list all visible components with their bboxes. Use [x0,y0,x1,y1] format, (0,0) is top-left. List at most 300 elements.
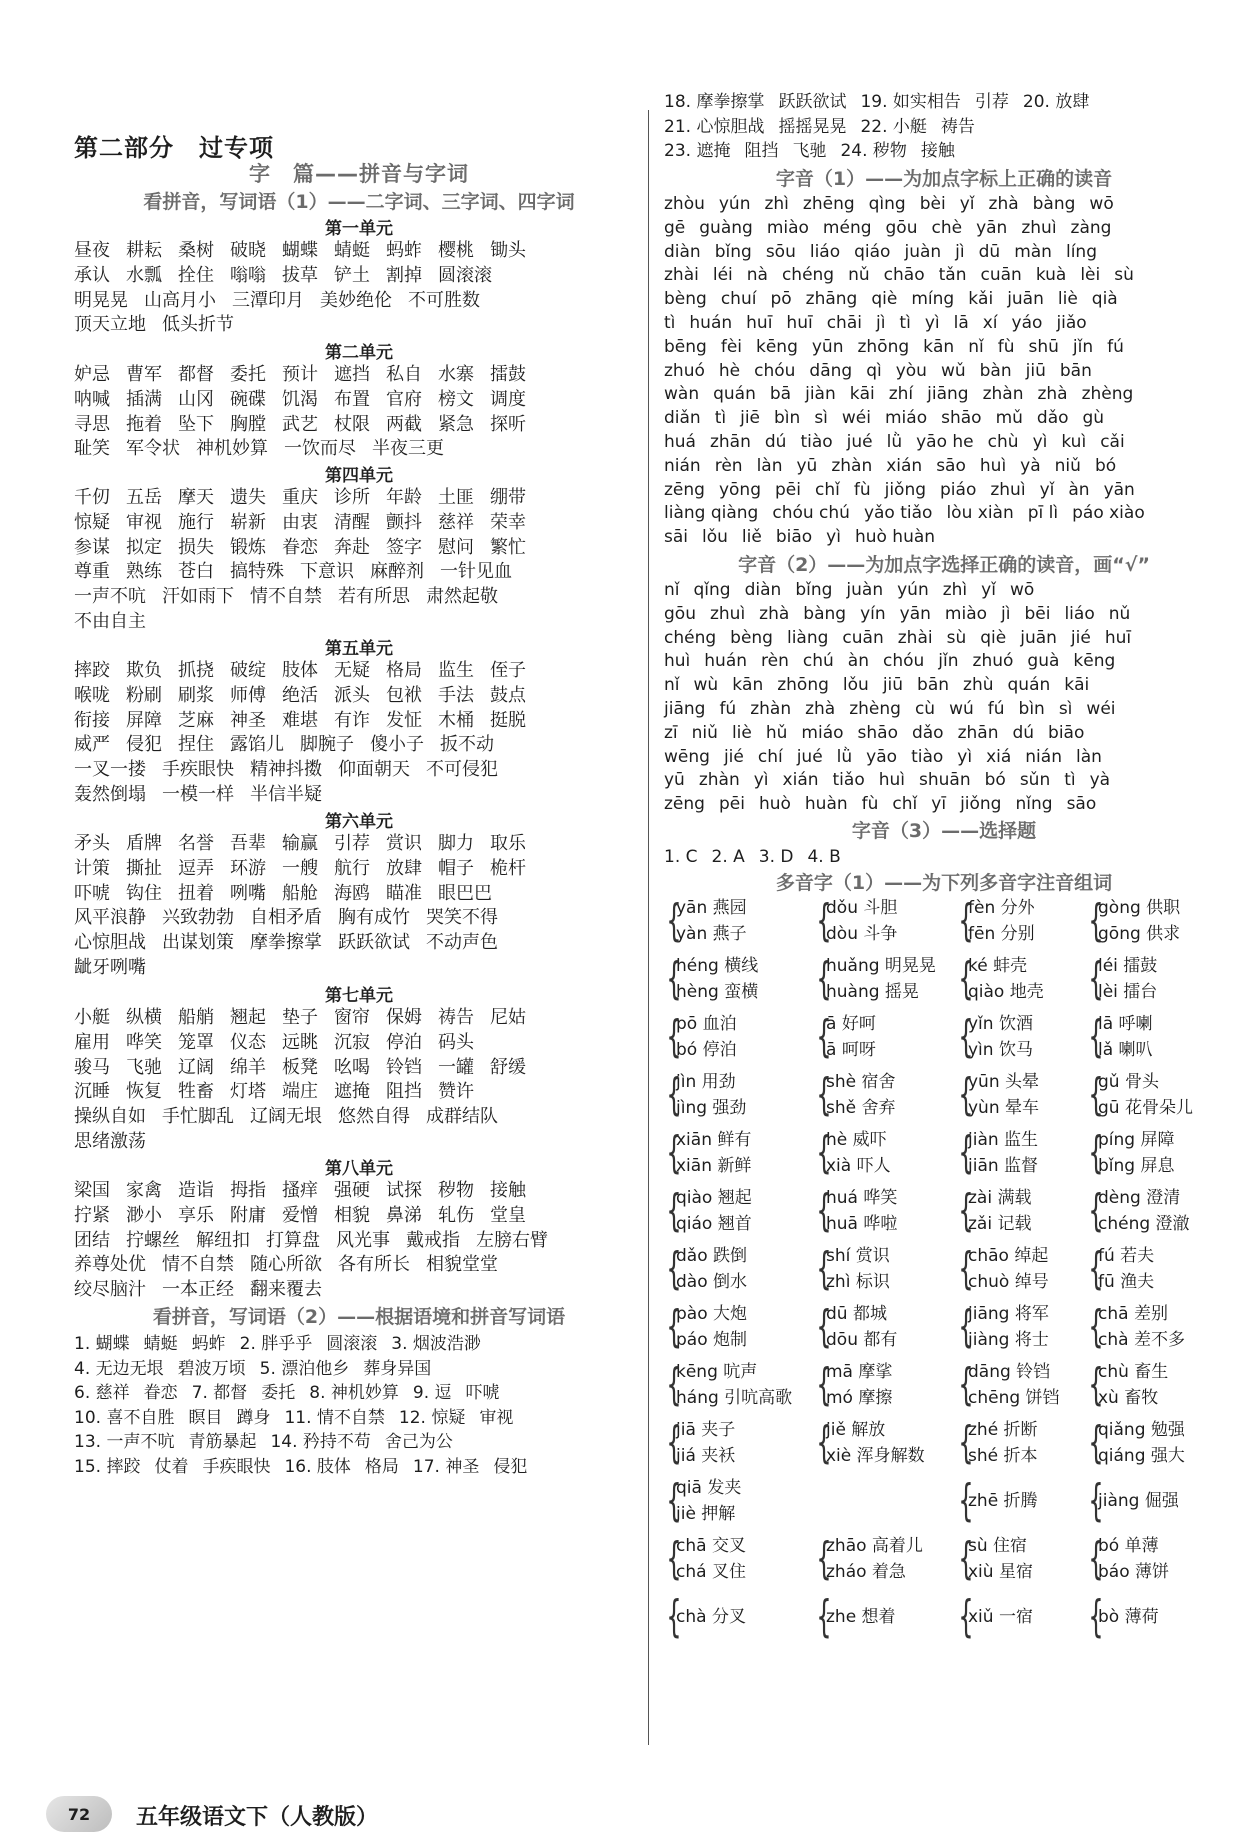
pinyin-word: yún [897,580,929,600]
answer-word: 24. 秽物 [840,141,907,161]
pinyin-word: zhèng [1081,384,1134,405]
reading-2: chéng 澄澈 [1098,1214,1190,1234]
pinyin-word: lèi [1080,265,1101,286]
word-word: 不可胜数 [408,289,480,311]
polyphone-item [664,1124,814,1182]
reading-1: chā 差别 [1098,1304,1168,1324]
word-word: 惊疑 [74,511,110,533]
word-word: 翻来覆去 [250,1279,322,1301]
word-word: 五岳 [126,487,162,508]
reading-2: huā 哗啦 [826,1214,898,1234]
unit-title: 第七单元 [325,986,393,1006]
polyphone-item [814,1008,956,1066]
word-word: 调度 [490,388,526,410]
pinyin-word: hǔ [765,722,788,743]
pinyin-word: zī [664,722,678,743]
reading-1: shí 赏识 [826,1246,890,1266]
word-word: 麻醉剂 [370,561,424,583]
reading-2: yìn 饮马 [968,1040,1033,1060]
word-word: 摩拳擦掌 [250,932,322,954]
pinyin-word: huò huàn [854,527,936,548]
brace-icon: { [958,953,974,1004]
pinyin-word: gù [1082,408,1105,429]
pinyin-word: nǐ [664,580,680,600]
word-word: 停泊 [386,1031,422,1053]
reading-2: qiáng 强大 [1098,1446,1185,1466]
answer-word: 3. D [758,847,794,867]
brace-icon: { [958,1127,974,1178]
pinyin-word: lǒu [842,675,869,696]
word-word: 胸膛 [230,413,266,435]
pinyin-word: rèn [761,651,789,672]
word-word: 擂鼓 [490,364,526,385]
polyphone-lines [968,1417,1038,1469]
answer-word: 1. 蝴蝶 [74,1334,130,1354]
pinyin-word: jǐn [938,651,959,672]
brace-icon: { [666,953,682,1004]
reading-1: gǔ 骨头 [1098,1072,1159,1092]
pinyin-word: pēi [774,479,801,500]
pinyin-word: xián [782,770,819,791]
pinyin-word: zhōng [777,675,829,696]
polyphone-item [664,950,814,1008]
reading-1: jiāng 将军 [968,1304,1049,1324]
answer-word: 舍己为公 [384,1432,453,1452]
word-word: 紧急 [438,413,474,435]
reading-1: xiǔ 一宿 [968,1607,1033,1627]
brace-icon: { [816,1127,832,1178]
pinyin-word: fèi [720,336,742,357]
pinyin-word: bèng [664,289,707,310]
pinyin-word: quán [1007,675,1051,696]
answer-word: 跃跃欲试 [778,92,847,112]
answer-word: 8. 神机妙算 [309,1383,399,1403]
reading-1: qiǎng 勉强 [1098,1420,1185,1440]
word-word: 雇用 [74,1031,110,1053]
word-word: 美妙绝伦 [320,289,392,311]
polyphone-lines [1098,1069,1193,1121]
pinyin-word: chéng [664,627,717,648]
pinyin-word: wàn [664,384,700,405]
pinyin-word: nǔ [848,265,870,286]
brace-icon: { [666,1011,682,1062]
polyphone-lines [826,1243,890,1295]
brace-icon: { [1088,1301,1104,1352]
word-word: 爱憎 [282,1204,318,1226]
word-word: 蜻蜓 [334,240,370,261]
polyphone-item [956,1008,1086,1066]
pinyin-word: yì [826,527,841,548]
answer-word: 23. 遮掩 [664,141,731,161]
reading-2: lèi 擂台 [1098,982,1158,1002]
pinyin-word: qiáo [854,241,891,262]
pinyin-word: biāo [775,527,813,548]
word-word: 兴致勃勃 [162,907,234,929]
word-word: 审视 [126,511,162,533]
word-word: 格局 [386,660,422,681]
word-word: 鼻涕 [386,1204,422,1226]
word-word: 两截 [386,413,422,435]
answer-word: 格局 [364,1456,399,1477]
pinyin-word: wēng [664,746,710,767]
word-word: 鼓点 [490,684,526,706]
word-word: 秽物 [438,1180,474,1201]
brace-icon: { [958,895,974,946]
polyphone-lines [968,1359,1060,1411]
word-word: 圆滚滚 [438,264,492,286]
brace-icon: { [816,953,832,1004]
pinyin-word: dǎo [1036,408,1069,429]
reading-2: fēn 分别 [968,924,1035,944]
word-word: 团结 [74,1229,110,1251]
pinyin-word: jué [846,432,873,452]
word-word: 脚力 [438,833,474,854]
polyphone-item [956,1472,1086,1530]
pinyin-word: jiǒng [884,479,927,500]
word-word: 由衷 [282,511,318,533]
answer-word: 18. 摩拳擦掌 [664,92,765,112]
word-word: 遗失 [230,487,266,508]
pinyin-word: zhà [1037,384,1068,405]
answer-word: 审视 [479,1407,514,1428]
answer-word: 葬身异国 [363,1358,432,1379]
word-word: 桅杆 [490,857,526,879]
brace-icon: { [958,1475,974,1526]
pinyin-word: liàng qiàng [664,503,759,524]
pinyin-word: liě [741,527,762,548]
reading-2: chēng 饼铛 [968,1388,1060,1408]
pinyin-word: zhàn [982,384,1024,405]
pinyin-row [664,523,1224,551]
word-word: 脚腕子 [300,734,354,756]
polyphone-item [1086,1182,1216,1240]
polyphone-lines [676,1243,747,1295]
polyphone-lines [1098,1301,1185,1353]
polyphone-item [664,1414,814,1472]
pinyin-word: shāo [857,722,898,743]
word-word: 肢体 [282,660,318,681]
polyphone-item [814,1240,956,1298]
reading-1: pào 大炮 [676,1304,748,1324]
reading-1: hè 威吓 [826,1130,887,1150]
pinyin-word: líng [1065,241,1097,262]
pinyin-word: zhù [963,675,994,696]
word-word: 抓挠 [178,660,214,681]
word-word: 吆喝 [334,1056,370,1078]
word-word: 衔接 [74,709,110,731]
pinyin-word: yū [664,770,685,791]
reading-2: huàng 摇晃 [826,982,919,1002]
answer-word: 蚂蚱 [191,1334,226,1354]
brace-icon: { [666,1069,682,1120]
polyphone-lines [676,1533,746,1585]
reading-2: chà 差不多 [1098,1330,1185,1350]
pinyin-word: huì [979,455,1007,476]
pinyin-word: wō [1009,580,1035,600]
word-word: 坠下 [178,413,214,435]
word-word: 骏马 [74,1056,110,1078]
pinyin-word: dú [1012,722,1035,743]
pinyin-word: wéi [1086,699,1116,719]
pinyin-word: kān [732,675,764,696]
pinyin-word: sì [1058,699,1073,719]
word-word: 相貌堂堂 [426,1254,498,1276]
polyphone-item [1086,1472,1216,1530]
pinyin-word: léi [712,265,733,286]
pinyin-word: zēng [664,479,705,500]
pinyin-word: zhàn [831,455,873,476]
pinyin-word: juān [1020,627,1057,648]
pinyin-word: sì [814,408,828,429]
pinyin-word: tǎn [938,265,967,286]
pinyin-word: huī [1104,627,1132,648]
polyphone-lines [676,1011,737,1063]
pinyin-word: pī lì [1027,503,1059,524]
pinyin-word: chóu chú [772,503,850,524]
pinyin-word: sāo [936,455,966,476]
pinyin-word: zhuì [709,603,746,624]
answer-word: 12. 惊疑 [398,1407,466,1428]
word-word: 小艇 [74,1007,110,1028]
word-word: 轧伤 [438,1204,474,1226]
word-word: 慈祥 [438,511,474,533]
pinyin-word: zhuì [1021,217,1057,238]
word-word: 桑树 [178,240,214,261]
word-word: 板凳 [282,1056,318,1078]
reading-2: yùn 晕车 [968,1098,1040,1118]
reading-2: hèng 蛮横 [676,982,759,1002]
pinyin-word: zhì [764,194,789,214]
word-word: 锄头 [490,240,526,261]
reading-2: háng 引吭高歌 [676,1388,793,1408]
brace-icon: { [816,1011,832,1062]
reading-2: jìng 强劲 [676,1098,747,1118]
polyphone-item [956,1066,1086,1124]
pinyin-word: shuān [919,770,971,791]
pinyin-word: liàng [786,627,829,648]
word-word: 搞特殊 [230,561,284,583]
pinyin-word: yǐ [981,580,996,600]
pinyin-word: kāi [849,384,875,405]
pinyin-word: niǔ [691,722,718,743]
pinyin-word: jiē [740,408,761,429]
pinyin-word: bēi [1024,603,1051,624]
word-word: 吓唬 [74,882,110,904]
pinyin-word: rèn [714,455,743,476]
polyphone-lines [676,1069,746,1121]
brace-icon: { [1088,1127,1104,1178]
polyphone-lines [968,1127,1038,1179]
pinyin-word: yáo [1011,313,1043,333]
reading-1: jiàn 监生 [968,1130,1039,1150]
pinyin-word: zhān [709,432,751,452]
pinyin-word: niǔ [1054,455,1081,476]
answer-word: 祷告 [940,116,975,137]
reading-1: zài 满载 [968,1188,1032,1208]
reading-1: héng 横线 [676,956,759,976]
pinyin-word: yì [753,770,769,791]
answer-word: 碧波万顷 [177,1358,246,1379]
pinyin-word: juān [1007,289,1044,310]
pinyin-word: jiǎo [1056,313,1087,333]
brace-icon: { [816,1417,832,1468]
word-word: 官府 [386,388,422,410]
word-word: 一罐 [438,1056,474,1078]
unit-title: 第一单元 [325,219,393,239]
word-word: 半夜三更 [372,438,444,460]
pinyin-word: dú [764,432,787,452]
word-word: 沉睡 [74,1081,110,1103]
pinyin-word: jì [955,241,965,262]
word-word: 曹军 [126,364,162,385]
polyphone-lines [676,1604,746,1630]
answer-word: 4. B [807,847,841,867]
reading-1: lā 呼喇 [1098,1014,1153,1034]
word-word: 矛头 [74,833,110,854]
pinyin-word: pō [770,289,792,310]
pinyin-word: chǐ [814,479,840,500]
polyphone-lines [676,953,758,1005]
pinyin-word: jì [875,313,886,333]
answer-word: 5. 漂泊他乡 [259,1358,350,1379]
page-number: 72 [46,1796,112,1832]
word-word: 解纽扣 [196,1229,250,1251]
answer-word: 仗着 [154,1456,189,1477]
pinyin-word: bìn [1018,699,1045,719]
polyphone-item [814,1124,956,1182]
pinyin-word: kēng [1073,651,1116,672]
brace-icon: { [1088,1185,1104,1236]
reading-2: jiè 押解 [676,1504,736,1524]
polyphone-item [664,1182,814,1240]
answer-word: 17. 神圣 [412,1456,480,1477]
word-word: 远眺 [282,1031,318,1053]
word-word: 年龄 [386,487,422,508]
brace-icon: { [816,1243,832,1294]
reading-1: huá 哗笑 [826,1188,898,1208]
word-word: 欺负 [126,660,162,681]
reading-2: mó 摩擦 [826,1388,893,1408]
pinyin-word: tì [664,313,676,333]
pinyin-word: zhān [957,722,999,743]
word-word: 仪态 [230,1031,266,1053]
pinyin-row [664,790,1224,818]
polyphone-lines [1098,1417,1185,1469]
brace-icon: { [666,1243,682,1294]
word-word: 尼姑 [490,1007,526,1028]
brace-icon: { [816,895,832,946]
grade-label: 五年级语文下（人教版） [136,1805,379,1830]
brace-icon: { [958,1359,974,1410]
polyphone-lines [968,1185,1031,1237]
pinyin-word: kēng [756,336,798,357]
pinyin-word: dǎo [911,722,944,743]
brace-icon: { [958,1417,974,1468]
word-word: 轰然倒塌 [74,784,146,805]
pinyin-word: bàng [1032,194,1076,214]
polyphone-lines [676,1359,792,1411]
polyphone-item [664,1066,814,1124]
pinyin-word: chù [987,432,1019,452]
word-word: 榜文 [438,388,474,410]
brace-icon: { [1088,1475,1104,1526]
pinyin-word: bó [984,770,1006,791]
pinyin-word: wéi [841,408,871,429]
pinyin-word: bǐng [795,580,833,600]
word-word: 布置 [334,388,370,410]
polyphone-lines [826,895,897,947]
answer-word: 2. 胖乎乎 [239,1334,313,1354]
polyphone-lines [968,1301,1049,1353]
pinyin-word: míng [911,289,955,310]
section-heading: 字音（2）——为加点字选择正确的读音，画“√” [738,554,1150,576]
word-word: 不动声色 [426,932,498,954]
reading-2: qiáo 翘首 [676,1214,752,1234]
answer-word: 10. 喜不自胜 [74,1407,175,1428]
pinyin-word: zàng [1070,217,1112,238]
brace-icon: { [1088,1011,1104,1062]
word-word: 一模一样 [162,784,234,805]
polyphone-item [956,1356,1086,1414]
brace-icon: { [816,1301,832,1352]
polyphone-lines [1098,1604,1159,1630]
polyphone-lines [676,895,747,947]
polyphone-item [814,950,956,1008]
polyphone-item [956,1182,1086,1240]
polyphone-item [814,1182,956,1240]
word-word: 荣幸 [490,511,526,533]
word-word: 捏住 [178,734,214,756]
word-word: 成群结队 [426,1106,498,1128]
pinyin-word: xiá [986,746,1012,767]
section-heading: 看拼音，写词语（2）——根据语境和拼音写词语 [152,1306,566,1328]
word-word: 嗡嗡 [230,264,266,286]
pinyin-word: méng [822,217,872,238]
word-word: 保姆 [386,1007,422,1028]
reading-1: zhe 想着 [826,1607,896,1627]
word-word: 拧螺丝 [126,1229,180,1251]
word-word: 奔赴 [334,536,370,558]
word-word: 绝活 [282,684,318,706]
word-word: 无疑 [334,660,370,681]
reading-2: xiān 新鲜 [676,1156,752,1176]
word-word: 崭新 [230,511,266,533]
word-word: 威严 [74,734,110,756]
word-word: 遮掩 [334,1081,370,1103]
word-word: 家禽 [126,1180,162,1201]
pinyin-word: chóu [883,651,925,672]
word-word: 军令状 [126,438,180,460]
brace-icon: { [958,1185,974,1236]
polyphone-lines [826,1069,896,1121]
pinyin-word: jiū [1025,360,1046,381]
unit-title: 第四单元 [325,466,393,486]
reading-2: zhì 标识 [826,1272,890,1292]
reading-2: dào 倒水 [676,1272,748,1292]
pinyin-word: dāng [809,360,853,381]
polyphone-lines [676,1417,735,1469]
reading-1: chā 交叉 [676,1536,746,1556]
pinyin-word: sǔn [1019,770,1051,791]
pinyin-word: nà [746,265,768,286]
pinyin-word: juàn [846,580,884,600]
word-word: 逗弄 [178,857,214,879]
answer-word: 6. 慈祥 [74,1383,130,1403]
word-word: 拴住 [178,264,214,286]
polyphone-lines [1098,895,1180,947]
pinyin-word: jiǒng [960,794,1002,815]
pinyin-word: làn [756,455,783,476]
